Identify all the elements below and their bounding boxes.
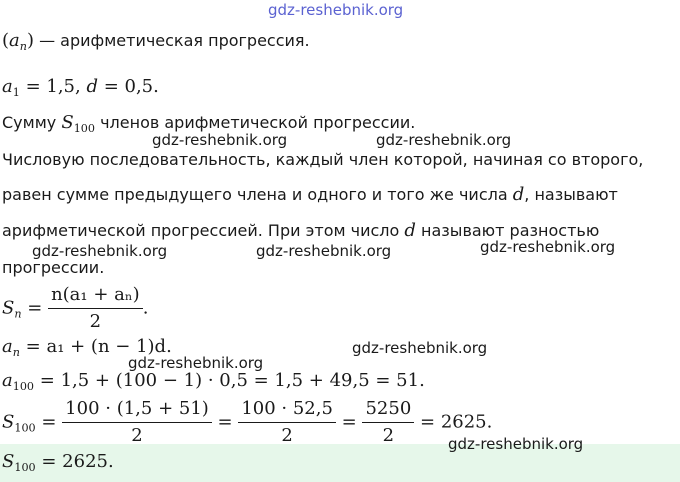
definition-line-3: арифметической прогрессией. При этом число d называют разностью: [2, 220, 600, 241]
given-values: $a_1 = 1,5$, d = 0,5.: [2, 76, 159, 99]
watermark: gdz-reshebnik.org: [352, 339, 488, 357]
watermark: gdz-reshebnik.org: [152, 131, 288, 149]
definition-line-4: прогрессии.: [2, 258, 105, 277]
definition-line-1: Числовую последовательность, каждый член которой, начиная со второго,: [2, 150, 644, 169]
sum-suffix: членов арифметической прогрессии.: [100, 113, 416, 132]
s100-fraction-3: $\frac{5250}{2}$: [362, 396, 414, 449]
nth-term-formula: $a_n = a_1 + (n - 1)d$.: [2, 336, 172, 359]
sum-prefix: Сумму: [2, 113, 57, 132]
sum-formula: $S_n$ = $\frac{\text{n(a₁ + aₙ)}}{2}$ .: [2, 282, 148, 335]
watermark: gdz-reshebnik.org: [256, 242, 392, 260]
watermark: gdz-reshebnik.org: [376, 131, 512, 149]
intro-line: $(a_n)$ — арифметическая прогрессия.: [2, 30, 310, 53]
s100-fraction-1: $\frac{100 \cdot (1,5 + 51)}{2}$: [62, 396, 212, 449]
watermark-top: gdz-reshebnik.org: [268, 1, 404, 19]
s100-fraction-2: $\frac{100 \cdot 52,5}{2}$: [238, 396, 336, 449]
task-line: Сумму $S_{100}$ членов арифметической прогрессии.: [2, 112, 416, 135]
intro-text: — арифметическая прогрессия.: [39, 31, 310, 50]
a100-calculation: $a_{100} = 1,5 + (100 - 1) \cdot 0,5 = 1,5 + 49,5 = 51$.: [2, 370, 425, 393]
watermark: gdz-reshebnik.org: [480, 238, 616, 256]
sum-formula-fraction: $\frac{\text{n(a₁ + aₙ)}}{2}$: [48, 282, 143, 335]
watermark: gdz-reshebnik.org: [448, 435, 584, 453]
watermark: gdz-reshebnik.org: [128, 354, 264, 372]
definition-line-2: равен сумме предыдущего члена и одного и того же числа d, называют: [2, 184, 618, 205]
answer-line: $S_{100} = 2625$.: [2, 451, 114, 474]
s100-calculation: $S_{100}$ = $\frac{100 \cdot (1,5 + 51)}{2}$ = $\frac{100 \cdot 52,5}{2}$ = $\frac{5250}{2}$ = 2625.: [2, 396, 492, 449]
watermark: gdz-reshebnik.org: [32, 242, 168, 260]
